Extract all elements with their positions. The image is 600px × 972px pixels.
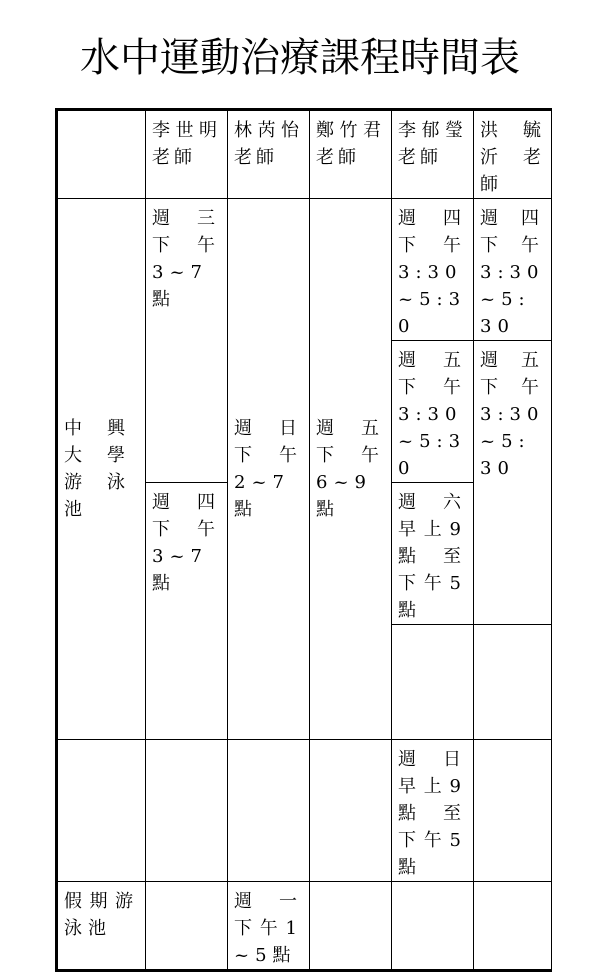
location-holiday: 假期游泳池: [57, 882, 146, 971]
teacher-header-lin-ruiyi: 林芮怡老師: [228, 110, 310, 199]
empty-cell: [392, 625, 474, 740]
teacher-header-hong-yuyi: 洪毓沂老師: [474, 110, 552, 199]
empty-cell: [57, 740, 146, 882]
teacher-header-li-shiming: 李世明老師: [146, 110, 228, 199]
schedule-cell: 週日早上9點至下午5點: [392, 740, 474, 882]
table-row: [57, 199, 552, 341]
page-title: 水中運動治療課程時間表: [80, 35, 520, 81]
schedule-cell: 週五下午3:30~5:30: [474, 341, 552, 625]
schedule-cell: 週五下午 6~9點: [310, 199, 392, 740]
empty-cell: [310, 740, 392, 882]
schedule-cell: 週一下午1~5點: [228, 882, 310, 971]
empty-cell: [228, 740, 310, 882]
schedule-cell: 週四下午3:30~5:30: [474, 199, 552, 341]
empty-cell: [146, 740, 228, 882]
corner-cell: [57, 110, 146, 199]
empty-cell: [474, 882, 552, 971]
schedule-cell: 週四下午3:30~5:30: [392, 199, 474, 341]
empty-cell: [310, 882, 392, 971]
teacher-header-li-yuying: 李郁瑩老師: [392, 110, 474, 199]
holiday-row: [57, 882, 552, 971]
empty-cell: [392, 882, 474, 971]
schedule-cell: 週四下午 3~7點: [146, 483, 228, 740]
table-row: [57, 740, 552, 882]
empty-cell: [474, 740, 552, 882]
teacher-header-zheng-zhujun: 鄭竹君老師: [310, 110, 392, 199]
header-row: [57, 110, 552, 199]
empty-cell: [146, 882, 228, 971]
schedule-cell: 週日下午 2~7點: [228, 199, 310, 740]
schedule-cell: 週三下午 3~7點: [146, 199, 228, 483]
schedule-table: [55, 108, 552, 972]
schedule-cell: 週六早上9點至下午5點: [392, 483, 474, 625]
schedule-cell: 週五下午3:30~5:30: [392, 341, 474, 483]
location-zhongxing: 中興大學游泳池: [57, 199, 146, 740]
empty-cell: [474, 625, 552, 740]
